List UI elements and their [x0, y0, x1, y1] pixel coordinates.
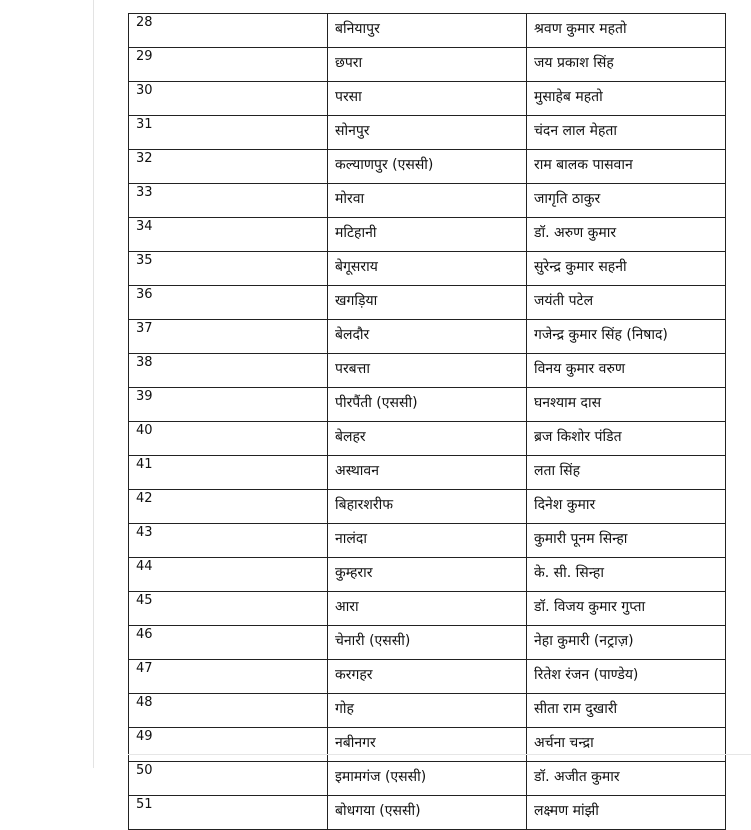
serial-number-cell: 30 [129, 82, 328, 116]
candidate-cell: विनय कुमार वरुण [527, 354, 726, 388]
constituency-cell: बनियापुर [328, 14, 527, 48]
table-row [129, 388, 726, 422]
candidate-cell: मुसाहेब महतो [527, 82, 726, 116]
serial-number-cell: 40 [129, 422, 328, 456]
constituency-cell: खगड़िया [328, 286, 527, 320]
constituency-cell: बेलदौर [328, 320, 527, 354]
candidate-cell: डॉ. अजीत कुमार [527, 762, 726, 796]
constituency-cell: आरा [328, 592, 527, 626]
table-row [129, 48, 726, 82]
candidate-cell: लता सिंह [527, 456, 726, 490]
constituency-cell: सोनपुर [328, 116, 527, 150]
constituency-cell: छपरा [328, 48, 527, 82]
serial-number-cell: 36 [129, 286, 328, 320]
table-row [129, 490, 726, 524]
constituency-cell: नबीनगर [328, 728, 527, 762]
constituency-cell: बेलहर [328, 422, 527, 456]
constituency-cell: परसा [328, 82, 527, 116]
constituency-cell: परबत्ता [328, 354, 527, 388]
serial-number-cell: 38 [129, 354, 328, 388]
serial-number-cell: 50 [129, 762, 328, 796]
candidate-cell: गजेन्द्र कुमार सिंह (निषाद) [527, 320, 726, 354]
serial-number-cell: 32 [129, 150, 328, 184]
constituency-cell: पीरपैंती (एससी) [328, 388, 527, 422]
table-row [129, 456, 726, 490]
constituency-cell: नालंदा [328, 524, 527, 558]
table-row [129, 558, 726, 592]
candidate-table [128, 13, 726, 830]
table-row [129, 694, 726, 728]
candidate-cell: डॉ. विजय कुमार गुप्ता [527, 592, 726, 626]
serial-number-cell: 33 [129, 184, 328, 218]
serial-number-cell: 29 [129, 48, 328, 82]
table-row [129, 82, 726, 116]
table-row [129, 320, 726, 354]
table-row [129, 728, 726, 762]
candidate-cell: राम बालक पासवान [527, 150, 726, 184]
serial-number-cell: 35 [129, 252, 328, 286]
table-row [129, 150, 726, 184]
serial-number-cell: 31 [129, 116, 328, 150]
serial-number-cell: 34 [129, 218, 328, 252]
candidate-cell: घनश्याम दास [527, 388, 726, 422]
candidate-table-body [129, 14, 726, 830]
candidate-cell: जयंती पटेल [527, 286, 726, 320]
candidate-cell: सीता राम दुखारी [527, 694, 726, 728]
constituency-cell: इमामगंज (एससी) [328, 762, 527, 796]
candidate-cell: दिनेश कुमार [527, 490, 726, 524]
constituency-cell: कल्याणपुर (एससी) [328, 150, 527, 184]
table-row [129, 592, 726, 626]
table-row [129, 422, 726, 456]
table-row [129, 252, 726, 286]
candidate-cell: के. सी. सिन्हा [527, 558, 726, 592]
serial-number-cell: 45 [129, 592, 328, 626]
table-row [129, 796, 726, 830]
constituency-cell: करगहर [328, 660, 527, 694]
candidate-cell: चंदन लाल मेहता [527, 116, 726, 150]
constituency-cell: बोधगया (एससी) [328, 796, 527, 830]
serial-number-cell: 46 [129, 626, 328, 660]
candidate-cell: डॉ. अरुण कुमार [527, 218, 726, 252]
candidate-cell: सुरेन्द्र कुमार सहनी [527, 252, 726, 286]
constituency-cell: बिहारशरीफ [328, 490, 527, 524]
serial-number-cell: 51 [129, 796, 328, 830]
constituency-cell: बेगूसराय [328, 252, 527, 286]
table-row [129, 286, 726, 320]
serial-number-cell: 49 [129, 728, 328, 762]
table-row [129, 14, 726, 48]
candidate-cell: जय प्रकाश सिंह [527, 48, 726, 82]
candidate-cell: अर्चना चन्द्रा [527, 728, 726, 762]
candidate-cell: रितेश रंजन (पाण्डेय) [527, 660, 726, 694]
constituency-cell: चेनारी (एससी) [328, 626, 527, 660]
serial-number-cell: 44 [129, 558, 328, 592]
table-row [129, 762, 726, 796]
constituency-cell: गोह [328, 694, 527, 728]
serial-number-cell: 41 [129, 456, 328, 490]
serial-number-cell: 39 [129, 388, 328, 422]
table-row [129, 218, 726, 252]
candidate-cell: नेहा कुमारी (नट्राज़) [527, 626, 726, 660]
candidate-cell: कुमारी पूनम सिन्हा [527, 524, 726, 558]
constituency-cell: कुम्हरार [328, 558, 527, 592]
table-row [129, 626, 726, 660]
table-row [129, 354, 726, 388]
bottom-divider [128, 754, 751, 755]
constituency-cell: अस्थावन [328, 456, 527, 490]
serial-number-cell: 37 [129, 320, 328, 354]
serial-number-cell: 47 [129, 660, 328, 694]
serial-number-cell: 43 [129, 524, 328, 558]
candidate-cell: श्रवण कुमार महतो [527, 14, 726, 48]
table-row [129, 184, 726, 218]
left-margin-divider [93, 0, 94, 768]
table-row [129, 660, 726, 694]
serial-number-cell: 48 [129, 694, 328, 728]
constituency-cell: मटिहानी [328, 218, 527, 252]
candidate-cell: ब्रज किशोर पंडित [527, 422, 726, 456]
serial-number-cell: 28 [129, 14, 328, 48]
serial-number-cell: 42 [129, 490, 328, 524]
table-row [129, 116, 726, 150]
table-row [129, 524, 726, 558]
constituency-cell: मोरवा [328, 184, 527, 218]
candidate-cell: जागृति ठाकुर [527, 184, 726, 218]
candidate-cell: लक्ष्मण मांझी [527, 796, 726, 830]
